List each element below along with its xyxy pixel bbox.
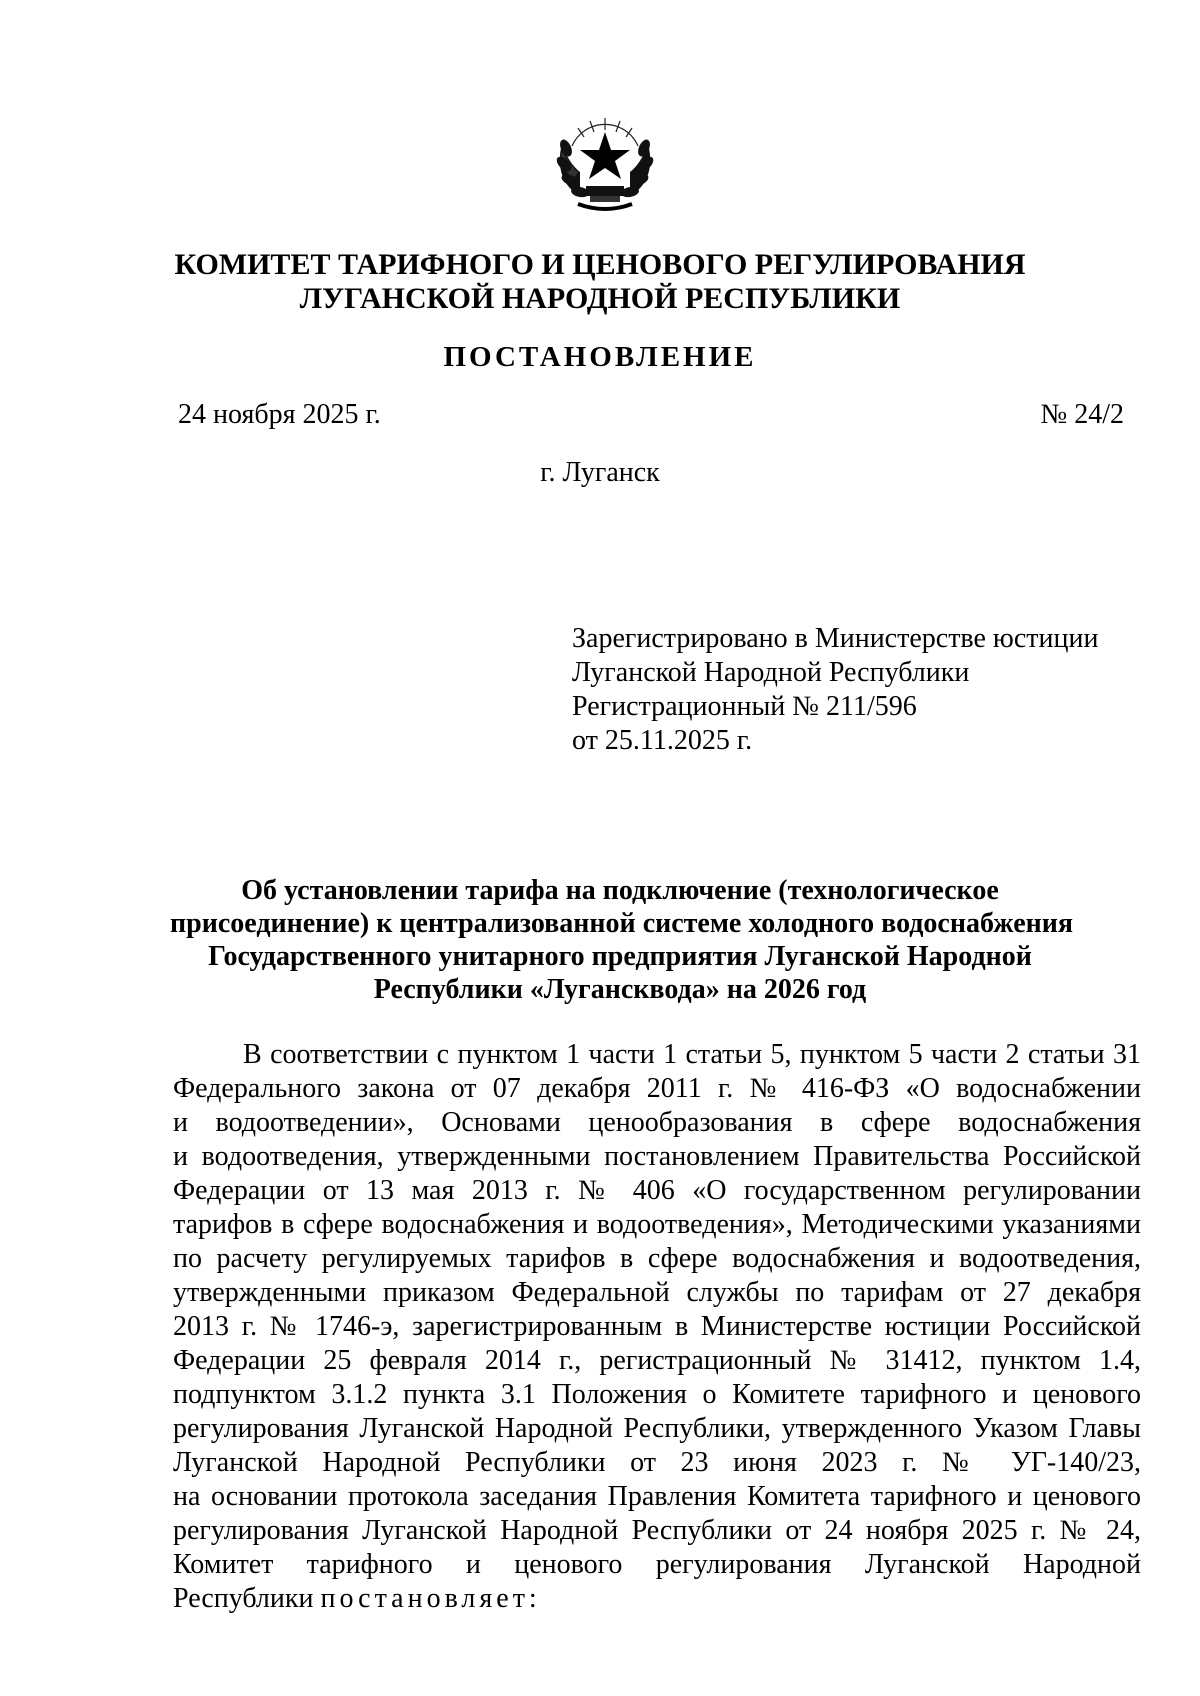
body-line: на основании протокола заседания Правления Комитета тарифного и ценового	[173, 1481, 1141, 1512]
registration-line: Зарегистрировано в Министерстве юстиции	[572, 623, 1099, 654]
body-paragraph	[173, 1038, 1141, 1616]
body-line: и водоотведении», Основами ценообразования в сфере водоснабжения	[173, 1107, 1141, 1138]
body-line: Федерации 25 февраля 2014 г., регистрационный № 31412, пунктом 1.4,	[173, 1345, 1141, 1376]
registration-line: от 25.11.2025 г.	[572, 725, 753, 756]
subject-line: Об установлении тарифа на подключение (технологическое	[241, 875, 999, 906]
registration-block	[572, 622, 1098, 758]
organization-title-line2: ЛУГАНСКОЙ НАРОДНОЙ РЕСПУБЛИКИ	[299, 282, 901, 315]
body-line: Федерации от 13 мая 2013 г. № 406 «О государственном регулировании	[173, 1175, 1141, 1206]
subject-line: присоединение) к централизованной системе холодного водоснабжения	[170, 908, 1074, 939]
document-date: 24 ноября 2025 г.	[178, 399, 381, 430]
registration-line: Регистрационный № 211/596	[572, 691, 917, 722]
subject-line: Республики «Лугансквода» на 2026 год	[373, 974, 867, 1005]
document-type: ПОСТАНОВЛЕНИЕ	[443, 341, 757, 373]
organization-title	[0, 248, 1200, 316]
body-line: утвержденными приказом Федеральной службы по тарифам от 27 декабря	[173, 1277, 1141, 1308]
document-number: № 24/2	[1040, 399, 1124, 430]
body-line: и водоотведения, утвержденными постановлением Правительства Российской	[173, 1141, 1141, 1172]
body-line: Комитет тарифного и ценового регулирования Луганской Народной	[173, 1549, 1141, 1580]
resolution-word: постановляет:	[320, 1583, 541, 1614]
body-line: регулирования Луганской Народной Республики от 24 ноября 2025 г. № 24,	[173, 1515, 1141, 1546]
body-line: тарифов в сфере водоснабжения и водоотведения», Методическими указаниями	[173, 1209, 1141, 1240]
registration-line: Луганской Народной Республики	[572, 657, 970, 688]
body-line: 2013 г. № 1746-э, зарегистрированным в Министерстве юстиции Российской	[173, 1311, 1141, 1342]
body-line: Федерального закона от 07 декабря 2011 г. № 416-ФЗ «О водоснабжении	[173, 1073, 1141, 1104]
organization-title-line1: КОМИТЕТ ТАРИФНОГО И ЦЕНОВОГО РЕГУЛИРОВАНИЯ	[174, 248, 1026, 281]
body-line-final	[173, 1582, 1141, 1616]
document-subject	[170, 874, 1074, 1006]
coat-of-arms-emblem-icon	[550, 108, 660, 218]
body-line: В соответствии с пунктом 1 части 1 статьи 5, пунктом 5 части 2 статьи 31	[243, 1039, 1141, 1070]
body-line: регулирования Луганской Народной Республики, утвержденного Указом Главы	[173, 1413, 1141, 1444]
subject-line: Государственного унитарного предприятия Луганской Народной	[208, 941, 1032, 972]
body-last-prefix: Республики	[173, 1583, 321, 1614]
body-line: Луганской Народной Республики от 23 июня 2023 г. № УГ-140/23,	[173, 1447, 1141, 1478]
body-line: подпунктом 3.1.2 пункта 3.1 Положения о Комитете тарифного и ценового	[173, 1379, 1141, 1410]
body-line: по расчету регулируемых тарифов в сфере водоснабжения и водоотведения,	[173, 1243, 1141, 1274]
document-city: г. Луганск	[540, 457, 660, 488]
